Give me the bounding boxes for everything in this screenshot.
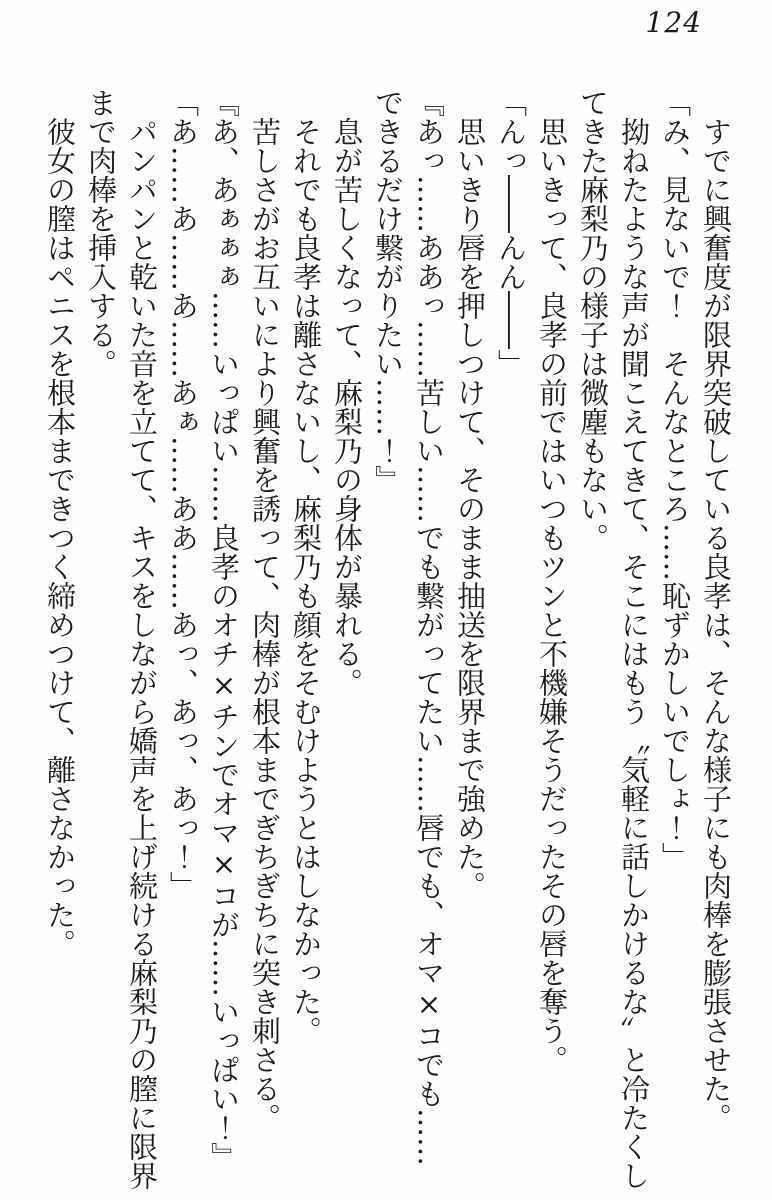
dialogue-paragraph: 「み、見ないで！ そんなところ……恥ずかしいでしょ！」 [658, 88, 692, 871]
narration-paragraph: 苦しさがお互いにより興奮を誘って、肉棒が根本までぎちぎちに突き刺さる。 [248, 117, 282, 1132]
page-number: 124 [645, 6, 702, 39]
narration-paragraph: 彼女の膣はペニスを根本まできつく締めつけて、離さなかった。 [43, 117, 77, 958]
narration-paragraph: それでも良孝は離さないし、麻梨乃も顔をそむけようとはしなかった。 [289, 117, 323, 1045]
vertical-text-block [39, 88, 736, 1190]
narration-paragraph: パンパンと乾いた音を立てて、キスをしながら嬌声を上げ続ける麻梨乃の膣に限界まで肉棒を挿入する。 [84, 88, 159, 1190]
dialogue-paragraph: 『あ、あぁぁぁ……いっぱい……良孝のオチ×チンでオマ×コが……いっぱい！』 [207, 88, 241, 1171]
narration-paragraph: 思いきって、良孝の前ではいつもツンと不機嫌そうだったその唇を奪う。 [535, 117, 569, 1074]
dialogue-paragraph: 「あ……あ……あ……あぁ……ああ……あっ、あっ、あっ！」 [166, 88, 200, 900]
narration-paragraph: 思いきり唇を押しつけて、そのまま抽送を限界まで強めた。 [453, 117, 487, 900]
dialogue-paragraph: 『あっ……ああっ……苦しい……でも繋がってたい……唇でも、オマ×コでも……できるだけ繋がりたい……！』 [371, 88, 446, 1166]
dialogue-paragraph: 「んっ――んん――」 [494, 88, 528, 378]
narration-paragraph: 息が苦しくなって、麻梨乃の身体が暴れる。 [330, 117, 364, 697]
narration-paragraph: すでに興奮度が限界突破している良孝は、そんな様子にも肉棒を膨張させた。 [699, 117, 733, 1132]
narration-paragraph: 拗ねたような声が聞こえてきて、そこにはもう〝気軽に話しかけるな〟と冷たくしてきた麻梨乃の様子は微塵もない。 [576, 88, 651, 1190]
